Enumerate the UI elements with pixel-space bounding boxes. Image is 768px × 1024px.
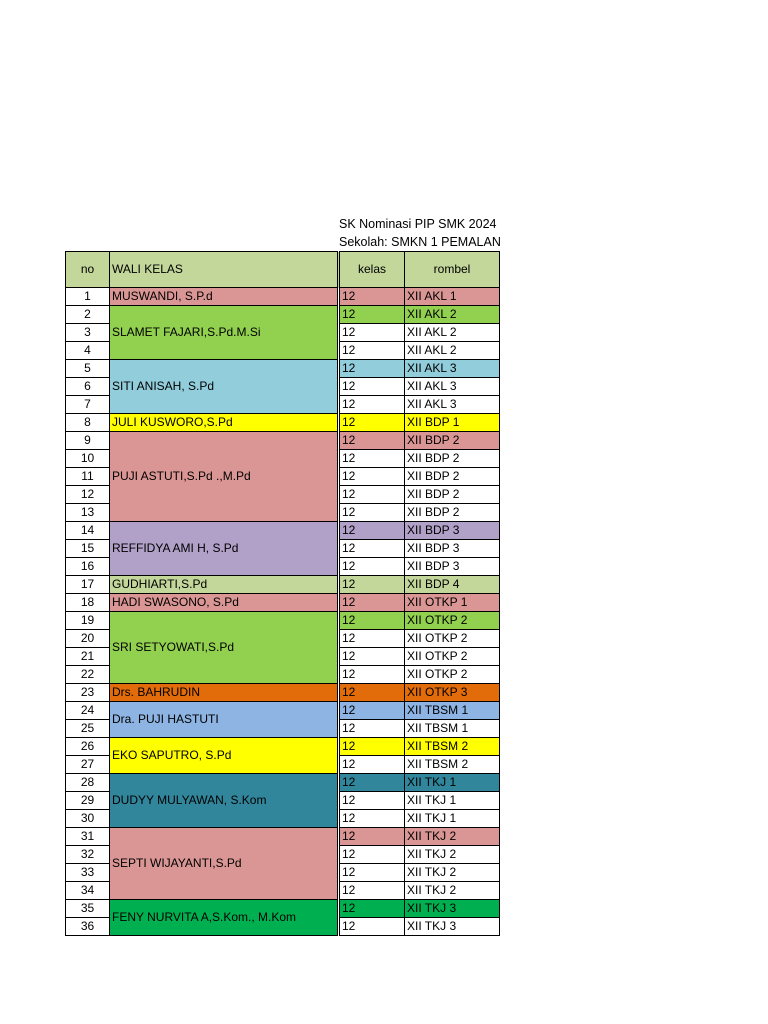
cell-rombel[interactable]: XII BDP 1 (405, 414, 500, 432)
cell-kelas[interactable]: 12 (340, 900, 405, 918)
cell-rombel[interactable]: XII OTKP 2 (405, 666, 500, 684)
cell-rombel[interactable]: XII TBSM 2 (405, 738, 500, 756)
cell-kelas[interactable]: 12 (340, 396, 405, 414)
cell-rombel[interactable]: XII BDP 3 (405, 540, 500, 558)
cell-wali-kelas[interactable]: SLAMET FAJARI,S.Pd.M.Si (110, 306, 338, 360)
cell-kelas[interactable]: 12 (340, 648, 405, 666)
cell-kelas[interactable]: 12 (340, 756, 405, 774)
table-row (66, 900, 500, 918)
cell-kelas[interactable]: 12 (340, 918, 405, 936)
cell-kelas[interactable]: 12 (340, 666, 405, 684)
cell-wali-kelas[interactable]: REFFIDYA AMI H, S.Pd (110, 522, 338, 576)
cell-no[interactable]: 7 (66, 396, 110, 414)
cell-kelas[interactable]: 12 (340, 594, 405, 612)
cell-wali-kelas[interactable]: MUSWANDI, S.P.d (110, 288, 338, 306)
cell-kelas[interactable]: 12 (340, 378, 405, 396)
cell-rombel[interactable]: XII TBSM 1 (405, 702, 500, 720)
table-row (66, 522, 500, 540)
table-row (66, 738, 500, 756)
cell-no[interactable]: 25 (66, 720, 110, 738)
cell-kelas[interactable]: 12 (340, 486, 405, 504)
cell-wali-kelas[interactable]: JULI KUSWORO,S.Pd (110, 414, 338, 432)
cell-rombel[interactable]: XII TKJ 1 (405, 810, 500, 828)
cell-kelas[interactable]: 12 (340, 702, 405, 720)
header-kelas[interactable]: kelas (340, 252, 405, 288)
cell-no[interactable]: 33 (66, 864, 110, 882)
cell-no[interactable]: 12 (66, 486, 110, 504)
table-row (66, 774, 500, 792)
cell-kelas[interactable]: 12 (340, 720, 405, 738)
cell-rombel[interactable]: XII OTKP 2 (405, 648, 500, 666)
cell-no[interactable]: 30 (66, 810, 110, 828)
cell-no[interactable]: 36 (66, 918, 110, 936)
cell-no[interactable]: 24 (66, 702, 110, 720)
cell-no[interactable]: 1 (66, 288, 110, 306)
table-row (66, 432, 500, 450)
cell-rombel[interactable]: XII BDP 2 (405, 486, 500, 504)
cell-no[interactable]: 3 (66, 324, 110, 342)
cell-no[interactable]: 4 (66, 342, 110, 360)
cell-kelas[interactable]: 12 (340, 792, 405, 810)
cell-rombel[interactable]: XII TKJ 1 (405, 792, 500, 810)
cell-no[interactable]: 35 (66, 900, 110, 918)
cell-kelas[interactable]: 12 (340, 288, 405, 306)
cell-kelas[interactable]: 12 (340, 342, 405, 360)
cell-kelas[interactable]: 12 (340, 540, 405, 558)
cell-kelas[interactable]: 12 (340, 324, 405, 342)
cell-wali-kelas[interactable]: HADI SWASONO, S.Pd (110, 594, 338, 612)
cell-no[interactable]: 5 (66, 360, 110, 378)
school-name: Sekolah: SMKN 1 PEMALAN (339, 235, 501, 249)
cell-rombel[interactable]: XII AKL 2 (405, 306, 500, 324)
header-rombel[interactable]: rombel (405, 252, 500, 288)
cell-wali-kelas[interactable]: SRI SETYOWATI,S.Pd (110, 612, 338, 684)
cell-no[interactable]: 23 (66, 684, 110, 702)
table-row (66, 288, 500, 306)
cell-rombel[interactable]: XII AKL 2 (405, 324, 500, 342)
nomination-table (65, 251, 500, 936)
cell-rombel[interactable]: XII TKJ 2 (405, 864, 500, 882)
cell-no[interactable]: 19 (66, 612, 110, 630)
cell-wali-kelas[interactable]: SEPTI WIJAYANTI,S.Pd (110, 828, 338, 900)
cell-rombel[interactable]: XII TBSM 2 (405, 756, 500, 774)
cell-no[interactable]: 32 (66, 846, 110, 864)
cell-no[interactable]: 20 (66, 630, 110, 648)
cell-rombel[interactable]: XII TKJ 2 (405, 846, 500, 864)
cell-rombel[interactable]: XII AKL 3 (405, 378, 500, 396)
cell-rombel[interactable]: XII BDP 2 (405, 432, 500, 450)
cell-wali-kelas[interactable]: Drs. BAHRUDIN (110, 684, 338, 702)
cell-kelas[interactable]: 12 (340, 630, 405, 648)
cell-no[interactable]: 29 (66, 792, 110, 810)
cell-wali-kelas[interactable]: FENY NURVITA A,S.Kom., M.Kom (110, 900, 338, 936)
cell-no[interactable]: 13 (66, 504, 110, 522)
cell-wali-kelas[interactable]: Dra. PUJI HASTUTI (110, 702, 338, 738)
table-row (66, 828, 500, 846)
cell-rombel[interactable]: XII AKL 1 (405, 288, 500, 306)
cell-rombel[interactable]: XII BDP 3 (405, 558, 500, 576)
document-title: SK Nominasi PIP SMK 2024 (339, 217, 497, 231)
cell-no[interactable]: 22 (66, 666, 110, 684)
cell-kelas[interactable]: 12 (340, 306, 405, 324)
cell-kelas[interactable]: 12 (340, 810, 405, 828)
table-row (66, 306, 500, 324)
cell-kelas[interactable]: 12 (340, 522, 405, 540)
table-row (66, 702, 500, 720)
cell-no[interactable]: 10 (66, 450, 110, 468)
cell-rombel[interactable]: XII BDP 4 (405, 576, 500, 594)
cell-rombel[interactable]: XII OTKP 2 (405, 630, 500, 648)
cell-kelas[interactable]: 12 (340, 504, 405, 522)
cell-rombel[interactable]: XII BDP 2 (405, 468, 500, 486)
cell-no[interactable]: 2 (66, 306, 110, 324)
cell-rombel[interactable]: XII BDP 2 (405, 504, 500, 522)
table-row (66, 414, 500, 432)
table-row (66, 360, 500, 378)
cell-no[interactable]: 16 (66, 558, 110, 576)
cell-rombel[interactable]: XII AKL 3 (405, 396, 500, 414)
cell-kelas[interactable]: 12 (340, 432, 405, 450)
cell-kelas[interactable]: 12 (340, 774, 405, 792)
document-title-block (339, 215, 501, 251)
header-no[interactable]: no (66, 252, 110, 288)
cell-kelas[interactable]: 12 (340, 576, 405, 594)
cell-no[interactable]: 28 (66, 774, 110, 792)
cell-kelas[interactable]: 12 (340, 864, 405, 882)
cell-kelas[interactable]: 12 (340, 882, 405, 900)
cell-rombel[interactable]: XII TKJ 2 (405, 828, 500, 846)
cell-kelas[interactable]: 12 (340, 684, 405, 702)
cell-no[interactable]: 9 (66, 432, 110, 450)
cell-wali-kelas[interactable]: SITI ANISAH, S.Pd (110, 360, 338, 414)
cell-wali-kelas[interactable]: DUDYY MULYAWAN, S.Kom (110, 774, 338, 828)
cell-kelas[interactable]: 12 (340, 612, 405, 630)
cell-no[interactable]: 27 (66, 756, 110, 774)
cell-kelas[interactable]: 12 (340, 450, 405, 468)
cell-rombel[interactable]: XII TBSM 1 (405, 720, 500, 738)
cell-no[interactable]: 14 (66, 522, 110, 540)
cell-rombel[interactable]: XII AKL 2 (405, 342, 500, 360)
cell-rombel[interactable]: XII BDP 2 (405, 450, 500, 468)
cell-wali-kelas[interactable]: PUJI ASTUTI,S.Pd .,M.Pd (110, 432, 338, 522)
header-wali-kelas[interactable]: WALI KELAS (110, 252, 338, 288)
table-row (66, 594, 500, 612)
cell-no[interactable]: 34 (66, 882, 110, 900)
cell-no[interactable]: 17 (66, 576, 110, 594)
cell-rombel[interactable]: XII TKJ 2 (405, 882, 500, 900)
cell-kelas[interactable]: 12 (340, 558, 405, 576)
cell-wali-kelas[interactable]: GUDHIARTI,S.Pd (110, 576, 338, 594)
cell-no[interactable]: 6 (66, 378, 110, 396)
cell-rombel[interactable]: XII TKJ 1 (405, 774, 500, 792)
cell-rombel[interactable]: XII OTKP 3 (405, 684, 500, 702)
cell-rombel[interactable]: XII BDP 3 (405, 522, 500, 540)
cell-no[interactable]: 18 (66, 594, 110, 612)
cell-rombel[interactable]: XII TKJ 3 (405, 900, 500, 918)
table-row (66, 684, 500, 702)
cell-wali-kelas[interactable]: EKO SAPUTRO, S.Pd (110, 738, 338, 774)
cell-no[interactable]: 31 (66, 828, 110, 846)
cell-no[interactable]: 8 (66, 414, 110, 432)
cell-kelas[interactable]: 12 (340, 828, 405, 846)
cell-rombel[interactable]: XII TKJ 3 (405, 918, 500, 936)
cell-rombel[interactable]: XII OTKP 1 (405, 594, 500, 612)
table-row (66, 576, 500, 594)
cell-no[interactable]: 21 (66, 648, 110, 666)
cell-no[interactable]: 11 (66, 468, 110, 486)
table-header-row (66, 252, 500, 288)
cell-no[interactable]: 15 (66, 540, 110, 558)
cell-kelas[interactable]: 12 (340, 468, 405, 486)
cell-kelas[interactable]: 12 (340, 738, 405, 756)
cell-rombel[interactable]: XII OTKP 2 (405, 612, 500, 630)
cell-no[interactable]: 26 (66, 738, 110, 756)
cell-kelas[interactable]: 12 (340, 414, 405, 432)
cell-rombel[interactable]: XII AKL 3 (405, 360, 500, 378)
table-row (66, 612, 500, 630)
cell-kelas[interactable]: 12 (340, 846, 405, 864)
cell-kelas[interactable]: 12 (340, 360, 405, 378)
